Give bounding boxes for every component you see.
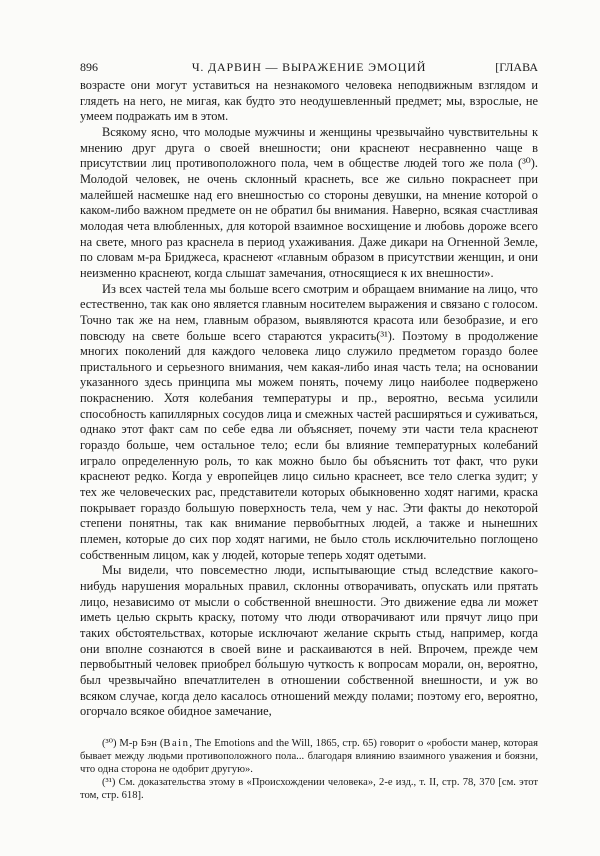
paragraph-4: Мы видели, что повсеместно люди, испытывающие стыд вследствие какого-нибудь нарушения моральных правил, склонны отворачивать, опускать или прятать лицо, независимо от мысли о собственной внешности. Это движение едва ли может иметь целью скрыть краску, потому что люди отворачивают или прячут лицо при таких обстоятельствах, которые исключают желание скрыть стыд, например, когда они вполне сознаются в своей вине и раскаиваются в ней. Впрочем, прежде чем первобытный человек приобрел бо́льшую чуткость к вопросам морали, он, вероятно, был чрезвычайно впечатлителен в отношении собственной внешности, и уж во всяком случае, когда дело касалось отношений между полами; поэтому его, вероятно, огорчало всякое обидное замечание, — [80, 563, 538, 719]
main-text — [80, 78, 538, 720]
paragraph-2: Всякому ясно, что молодые мужчины и женщины чрезвычайно чувствительны к мнению друг друга о своей внешности; они краснеют несравненно чаще в присутствии лиц противоположного пола, чем в обществе людей того же пола (³⁰). Молодой человек, не очень склонный краснеть, все же сильно покраснеет при малейшей насмешке над его внешностью со стороны девушки, на мнение которой о каком-либо важном предмете он не обратил бы внимания. Наверно, всякая счастливая молодая чета влюбленных, для которой взаимное восхищение и любовь дороже всего на свете, много раз краснела в период ухаживания. Даже дикари на Огненной Земле, по словам м-ра Бриджеса, краснеют «главным образом в присутствии женщин, и они неизменно краснеют, когда слышат замечания, относящиеся к их внешности». — [80, 124, 538, 280]
footnote-30-author: Bain — [163, 738, 190, 749]
footnote-30-text: , The Emotions and the Will, 1865, стр. 65) говорит о «робости манер, которая бывает между людьми противоположного пола... благодаря влиянию взаимного уважения и боязни, что одна сторона не одобрит другую». — [80, 738, 538, 775]
footnote-30-lead: (³⁰) М-р Бэн ( — [102, 738, 164, 749]
footnotes — [80, 737, 538, 802]
paragraph-1: возрасте они могут уставиться на незнакомого человека неподвижным взглядом и глядеть на него, не мигая, как будто это неодушевленный предмет; мы, взрослые, не умеем подражать им в этом. — [80, 78, 538, 124]
page-number: 896 — [80, 60, 98, 74]
footnote-30 — [80, 737, 538, 776]
chapter-label: [ГЛАВА — [495, 60, 538, 74]
running-title: Ч. ДАРВИН — ВЫРАЖЕНИЕ ЭМОЦИЙ — [191, 60, 427, 74]
paragraph-3: Из всех частей тела мы больше всего смотрим и обращаем внимание на лицо, что естественно, так как оно является главным носителем выражения и связано с голосом. Точно так же на нем, главным образом, выявляются красота или безобразие, и его повсюду на свете больше всего стараются украсить(³¹). Поэтому в продолжение многих поколений для каждого человека лицо служило предметом гораздо более пристального и серьезного внимания, чем какая-либо иная часть тела; на основании указанного здесь принципа мы можем понять, почему лицо наиболее подвержено покраснению. Хотя колебания температуры и пр., вероятно, весьма усилили способность капиллярных сосудов лица и смежных частей расширяться и суживаться, однако этот факт сам по себе едва ли объясняет, почему эти части тела краснеют гораздо больше, чем остальное тело; если бы влияние температурных колебаний играло определенную роль, то как можно было бы объяснить тот факт, что руки краснеют редко. Когда у европейцев лицо сильно краснеет, все тело слегка зудит; у тех же человеческих рас, представители которых обыкновенно ходят нагими, краска покрывает гораздо большую поверхность тела, чем у нас. Эти факты до некоторой степени понятны, так как внимание первобытных людей, а также и нынешних племен, которые до сих пор ходят нагими, не было столь исключительно поглощено собственным лицом, как у людей, которые теперь ходят одетыми. — [80, 281, 538, 562]
footnote-31: (³¹) См. доказательства этому в «Происхождении человека», 2-е изд., т. II, стр. 78, 370 [см. этот том, стр. 618]. — [80, 777, 538, 801]
